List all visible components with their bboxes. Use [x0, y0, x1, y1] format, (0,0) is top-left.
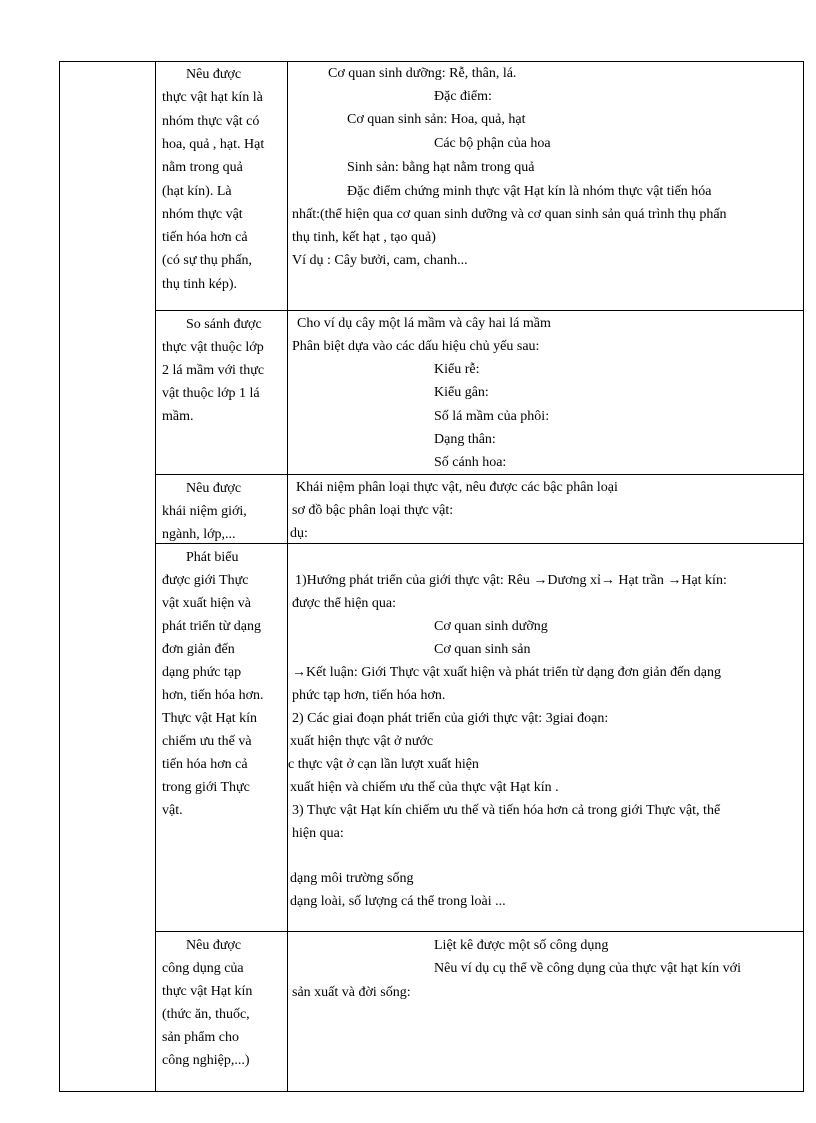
content-line: Phân biệt dựa vào các dấu hiệu chủ yếu sau: [292, 339, 540, 354]
content-line: xuất hiện thực vật ở nước [290, 734, 434, 749]
objective-line: Thực vật Hạt kín [162, 711, 258, 726]
table-column-divider-2 [287, 61, 288, 1092]
content-line: 3) Thực vật Hạt kín chiếm ưu thế và tiến hóa hơn cả trong giới Thực vật, thể [292, 803, 721, 818]
objective-line: sản phẩm cho [162, 1030, 239, 1045]
content-line: Đặc điểm chứng minh thực vật Hạt kín là nhóm thực vật tiến hóa [347, 184, 712, 199]
objective-line: thực vật thuộc lớp [162, 340, 264, 355]
content-line: Khái niệm phân loại thực vật, nêu được các bậc phân loại [296, 480, 618, 495]
content-line: dạng loài, số lượng cá thể trong loài ... [290, 894, 506, 909]
content-line: Cho ví dụ cây một lá mầm và cây hai lá mầm [297, 316, 551, 331]
objective-line: trong giới Thực [162, 780, 250, 795]
content-line: nhất:(thể hiện qua cơ quan sinh dưỡng và cơ quan sinh sản quá trình thụ phấn [292, 207, 727, 222]
objective-line: Nêu được [186, 481, 242, 496]
content-line: Cơ quan sinh dưỡng: Rễ, thân, lá. [328, 66, 517, 81]
content-line: sơ đồ bậc phân loại thực vật: [292, 503, 454, 518]
objective-line: ngành, lớp,... [162, 527, 236, 542]
content-line: sản xuất và đời sống: [292, 985, 411, 1000]
objective-line: So sánh được [186, 317, 262, 332]
content-line: Các bộ phận của hoa [434, 136, 551, 151]
content-line: Liệt kê được một số công dụng [434, 938, 609, 953]
row-separator-3 [155, 543, 804, 544]
content-line: được thể hiện qua: [292, 596, 397, 611]
content-line: phức tạp hơn, tiến hóa hơn. [292, 688, 446, 703]
objective-line: phát triển từ dạng [162, 619, 261, 634]
content-line: Nêu ví dụ cụ thể về công dụng của thực vật hạt kín với [434, 961, 741, 976]
table-column-divider-1 [155, 61, 156, 1092]
objective-line: tiến hóa hơn cả [162, 757, 248, 772]
objective-line: Nêu được [186, 67, 242, 82]
content-line: Kiểu gân: [434, 385, 489, 400]
objective-line: chiếm ưu thế và [162, 734, 252, 749]
content-line: dạng môi trường sống [290, 871, 414, 886]
objective-line: vật thuộc lớp 1 lá [162, 386, 260, 401]
objective-line: đơn giản đến [162, 642, 235, 657]
objective-line: thụ tinh kép). [162, 277, 238, 292]
content-line: dụ: [290, 526, 308, 541]
content-line: c thực vật ở cạn lần lượt xuất hiện [288, 757, 479, 772]
objective-line: hơn, tiến hóa hơn. [162, 688, 264, 703]
content-line: Đặc điểm: [434, 89, 492, 104]
objective-line: dạng phức tạp [162, 665, 242, 680]
content-line: Số cánh hoa: [434, 455, 507, 470]
content-line: Dạng thân: [434, 432, 496, 447]
row-separator-4 [155, 931, 804, 932]
content-line: Số lá mầm của phôi: [434, 409, 550, 424]
content-line: Cơ quan sinh dưỡng [434, 619, 548, 634]
objective-line: công nghiệp,...) [162, 1053, 250, 1068]
content-line: thụ tinh, kết hạt , tạo quả) [292, 230, 436, 245]
content-line: Cơ quan sinh sản [434, 642, 531, 657]
content-line: hiện qua: [292, 826, 344, 841]
content-line: Ví dụ : Cây bưởi, cam, chanh... [292, 253, 468, 268]
objective-line: thực vật Hạt kín [162, 984, 253, 999]
objective-line: được giới Thực [162, 573, 249, 588]
objective-line: (có sự thụ phấn, [162, 253, 253, 268]
objective-line: hoa, quả , hạt. Hạt [162, 137, 265, 152]
objective-line: Nêu được [186, 938, 242, 953]
row-separator-2 [155, 474, 804, 475]
objective-line: thực vật hạt kín là [162, 90, 263, 105]
content-line: Cơ quan sinh sản: Hoa, quả, hạt [347, 112, 526, 127]
table-left-border [59, 61, 60, 1092]
objective-line: Phát biểu [186, 550, 239, 565]
content-line: Sinh sản: bằng hạt nằm trong quả [347, 160, 535, 175]
objective-line: nằm trong quả [162, 160, 243, 175]
content-line: 1)Hướng phát triển của giới thực vật: Rêu →Dương xỉ→ Hạt trần →Hạt kín: [295, 573, 727, 588]
objective-line: mầm. [162, 409, 194, 424]
content-line: xuất hiện và chiếm ưu thế của thực vật Hạt kín . [290, 780, 559, 795]
objective-line: vật xuất hiện và [162, 596, 252, 611]
objective-line: 2 lá mầm với thực [162, 363, 265, 378]
objective-line: khái niệm giới, [162, 504, 247, 519]
objective-line: nhóm thực vật [162, 207, 243, 222]
objective-line: vật. [162, 803, 183, 818]
content-line: 2) Các giai đoạn phát triển của giới thực vật: 3giai đoạn: [292, 711, 609, 726]
objective-line: tiến hóa hơn cả [162, 230, 248, 245]
objective-line: nhóm thực vật có [162, 114, 260, 129]
objective-line: công dụng của [162, 961, 244, 976]
table-bottom-border [59, 1091, 804, 1092]
content-line: →Kết luận: Giới Thực vật xuất hiện và phát triển từ dạng đơn giản đến dạng [292, 665, 722, 680]
content-line: Kiểu rễ: [434, 362, 480, 377]
objective-line: (hạt kín). Là [162, 184, 232, 199]
objective-line: (thức ăn, thuốc, [162, 1007, 250, 1022]
table-right-border [803, 61, 804, 1092]
row-separator-1 [155, 310, 804, 311]
